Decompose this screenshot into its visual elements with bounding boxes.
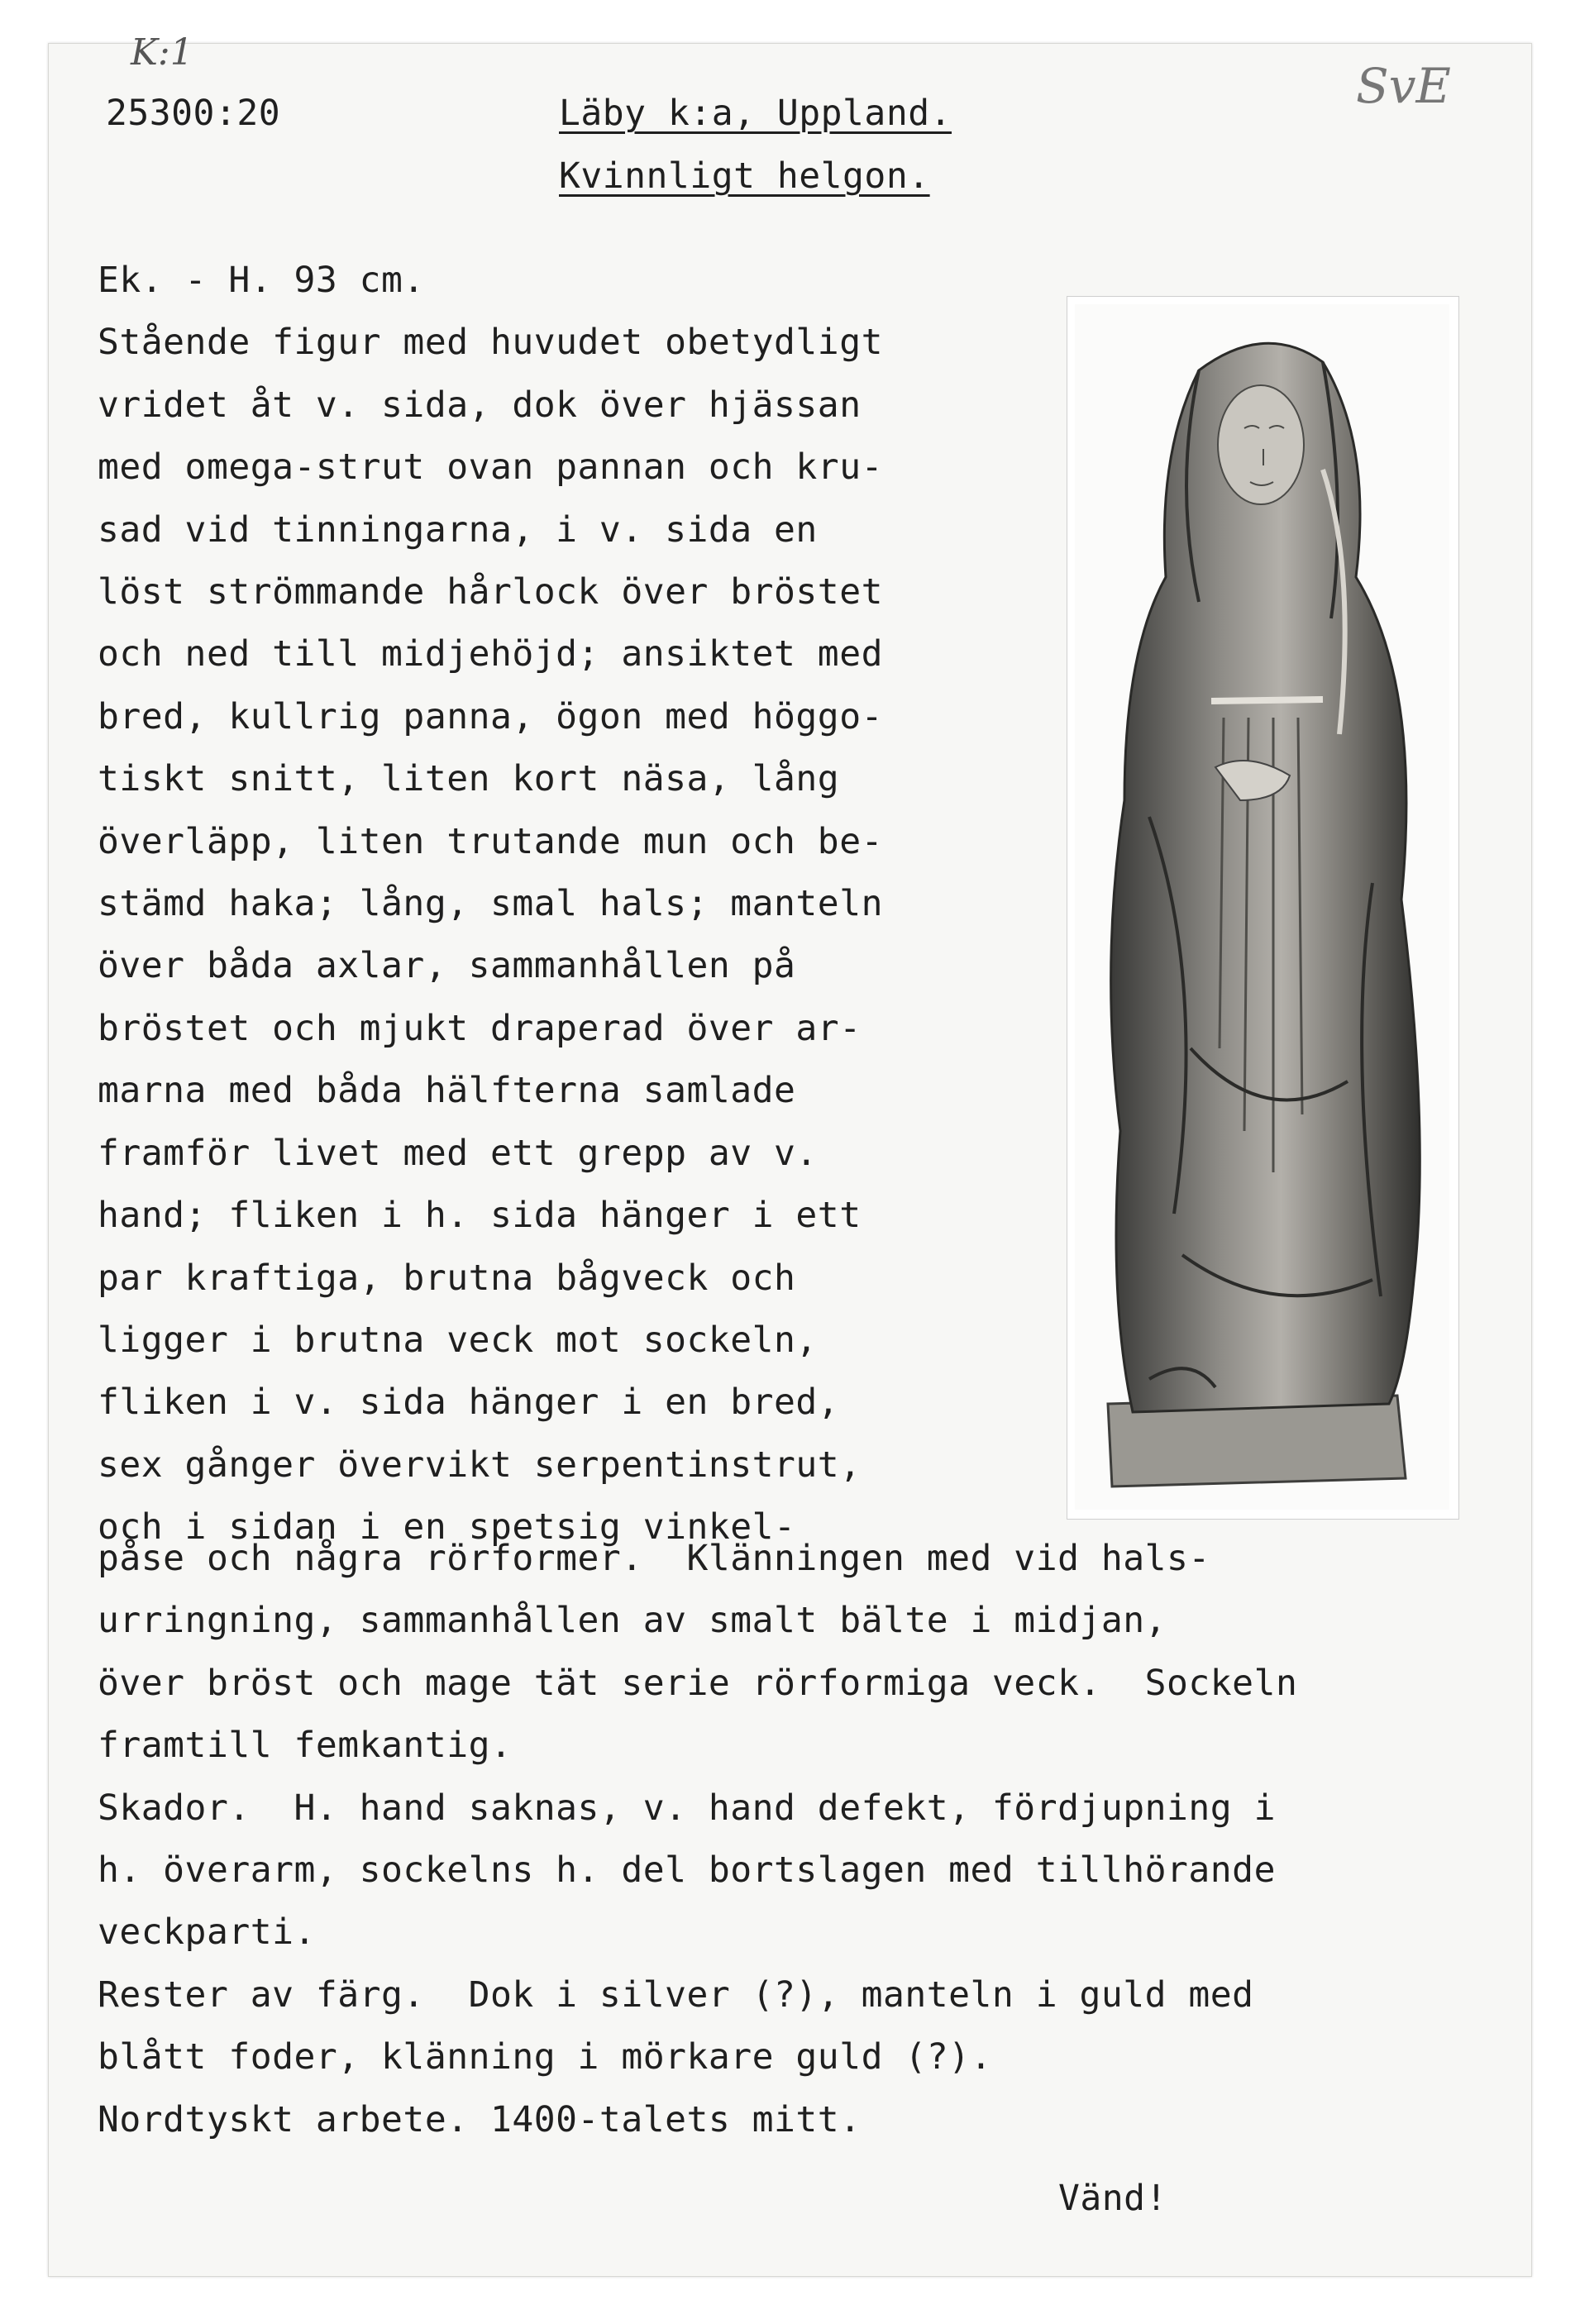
- text-line: påse och några rörformer. Klänningen med vid hals-: [98, 1538, 1210, 1579]
- text-line: vridet åt v. sida, dok över hjässan: [98, 384, 862, 426]
- text-line: par kraftiga, brutna bågveck och: [98, 1257, 796, 1299]
- text-line: sex gånger övervikt serpentinstrut,: [98, 1444, 862, 1486]
- text-line: Nordtyskt arbete. 1400-talets mitt.: [98, 2098, 862, 2140]
- text-line: framtill femkantig.: [98, 1725, 513, 1767]
- text-line: med omega-strut ovan pannan och kru-: [98, 446, 883, 489]
- text-line: marna med båda hälfterna samlade: [98, 1070, 796, 1112]
- text-line: ligger i brutna veck mot sockeln,: [98, 1319, 818, 1361]
- text-line: blått foder, klänning i mörkare guld (?).: [98, 2036, 992, 2078]
- text-line: urringning, sammanhållen av smalt bälte i midjan,: [98, 1600, 1167, 1642]
- location-title: Läby k:a, Uppland.: [559, 93, 952, 134]
- text-line: hand; fliken i h. sida hänger i ett: [98, 1195, 862, 1237]
- text-line: och i sidan i en spetsig vinkel-: [98, 1506, 796, 1549]
- description-column: [98, 250, 883, 1559]
- turn-over-note: Vänd!: [1058, 2178, 1167, 2219]
- subject-title: Kvinnligt helgon.: [559, 155, 930, 197]
- text-line: över bröst och mage tät serie rörformiga veck. Sockeln: [98, 1662, 1298, 1704]
- sculpture-photo-icon: [1075, 304, 1449, 1510]
- text-line: Stående figur med huvudet obetydligt: [98, 322, 883, 364]
- text-line: Rester av färg. Dok i silver (?), manteln i guld med: [98, 1973, 1254, 2016]
- text-line: sad vid tinningarna, i v. sida en: [98, 508, 818, 551]
- text-line: Skador. H. hand saknas, v. hand defekt, fördjupning i: [98, 1787, 1276, 1829]
- text-line: fliken i v. sida hänger i en bred,: [98, 1382, 840, 1424]
- text-line: Ek. - H. 93 cm.: [98, 260, 425, 301]
- text-line: veckparti.: [98, 1911, 316, 1954]
- text-line: h. överarm, sockelns h. del bortslagen med tillhörande: [98, 1849, 1276, 1892]
- accession-number: 25300:20: [106, 93, 281, 134]
- text-line: stämd haka; lång, smal hals; manteln: [98, 883, 883, 925]
- text-line: bröstet och mjukt draperad över ar-: [98, 1007, 862, 1049]
- text-line: löst strömmande hårlock över bröstet: [98, 571, 883, 613]
- catalog-mark: K:1: [131, 31, 193, 74]
- text-line: framför livet med ett grepp av v.: [98, 1132, 818, 1174]
- description-full-width: [98, 1528, 1297, 2151]
- text-line: och ned till midjehöjd; ansiktet med: [98, 633, 883, 675]
- text-line: överläpp, liten trutande mun och be-: [98, 820, 883, 862]
- corner-note: SvE: [1356, 58, 1451, 114]
- text-line: över båda axlar, sammanhållen på: [98, 945, 796, 987]
- text-line: tiskt snitt, liten kort näsa, lång: [98, 758, 840, 800]
- text-line: bred, kullrig panna, ögon med höggo-: [98, 695, 883, 737]
